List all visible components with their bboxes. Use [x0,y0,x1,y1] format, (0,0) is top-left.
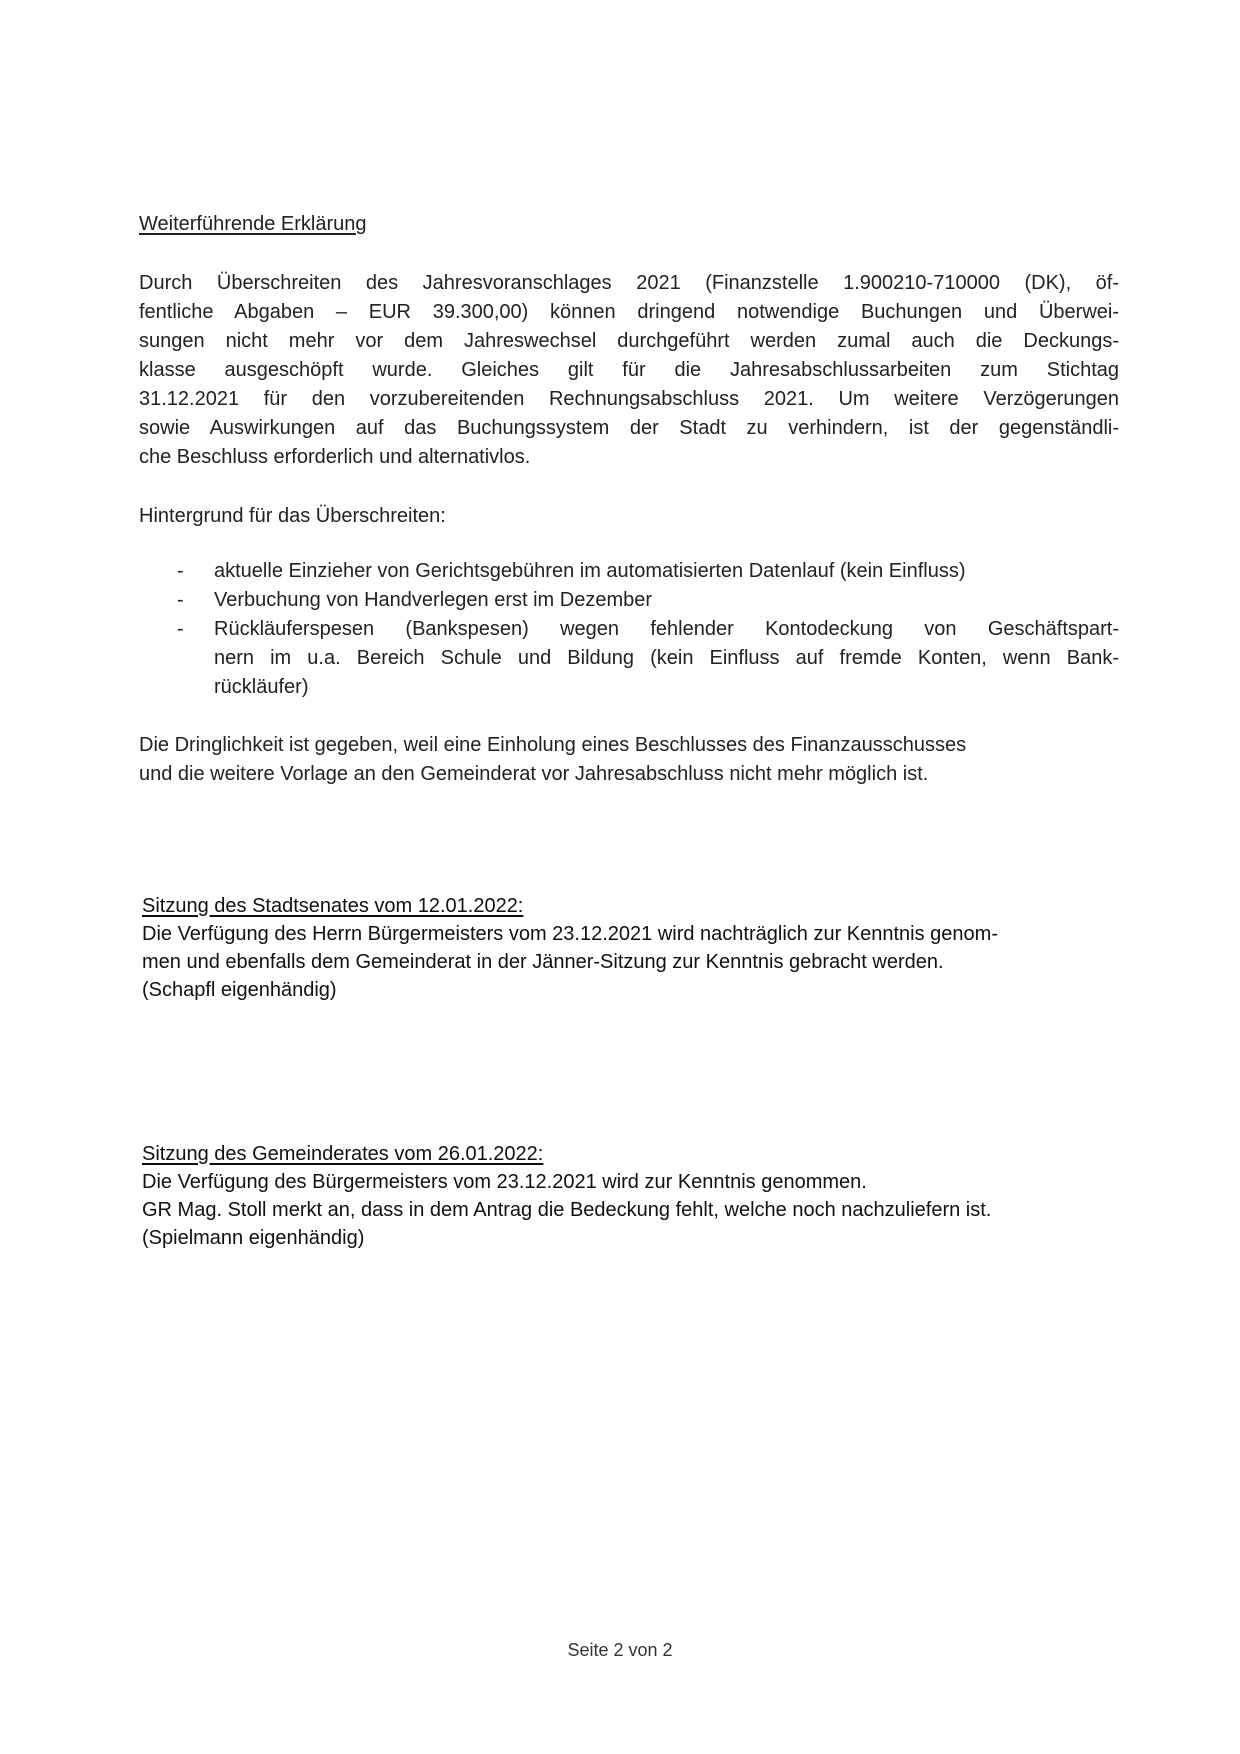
bullet-dash: - [177,560,184,582]
paragraph-line: Die Dringlichkeit ist gegeben, weil eine Einholung eines Beschlusses des Finanzausschusses [139,734,967,756]
session-line: Die Verfügung des Herrn Bürgermeisters vom 23.12.2021 wird nachträglich zur Kenntnis genom- [142,923,998,945]
bullet-text: Verbuchung von Handverlegen erst im Dezember [214,589,653,611]
urgency-paragraph [139,731,1119,789]
paragraph-line: 31.12.2021 für den vorzubereitenden Rechnungsabschluss 2021. Um weitere Verzögerungen [139,388,1119,410]
bullet-dash: - [177,618,184,640]
stadtsenat-heading: Sitzung des Stadtsenates vom 12.01.2022: [142,895,524,917]
paragraph-line: und die weitere Vorlage an den Gemeinderat vor Jahresabschluss nicht mehr möglich ist. [139,763,929,785]
list-item [139,615,1119,702]
paragraph-line: fentliche Abgaben – EUR 39.300,00) können dringend notwendige Buchungen und Überwei- [139,301,1119,323]
bullet-text-line: Rückläuferspesen (Bankspesen) wegen fehlender Kontodeckung von Geschäftspart- [214,618,1119,640]
background-intro: Hintergrund für das Überschreiten: [139,505,446,527]
stadtsenat-session [142,892,1122,1004]
bullet-text-line: rückläufer) [214,676,309,698]
signature-note: (Spielmann eigenhändig) [142,1227,365,1249]
reasons-list [139,557,1119,702]
list-item [139,586,1119,615]
signature-note: (Schapfl eigenhändig) [142,979,337,1001]
paragraph-line: sungen nicht mehr vor dem Jahreswechsel durchgeführt werden zumal auch die Deckungs- [139,330,1119,352]
paragraph-line: Durch Überschreiten des Jahresvoranschlages 2021 (Finanzstelle 1.900210-710000 (DK), öf- [139,272,1119,294]
gemeinderat-heading: Sitzung des Gemeinderates vom 26.01.2022: [142,1143,544,1165]
session-line: Die Verfügung des Bürgermeisters vom 23.12.2021 wird zur Kenntnis genommen. [142,1171,867,1193]
explanation-paragraph [139,269,1119,472]
session-line: men und ebenfalls dem Gemeinderat in der Jänner-Sitzung zur Kenntnis gebracht werden. [142,951,944,973]
page-number: Seite 2 von 2 [567,1640,673,1660]
bullet-dash: - [177,589,184,611]
paragraph-line: klasse ausgeschöpft wurde. Gleiches gilt für die Jahresabschlussarbeiten zum Stichtag [139,359,1119,381]
paragraph-line: sowie Auswirkungen auf das Buchungssystem der Stadt zu verhindern, ist der gegenständli- [139,417,1119,439]
paragraph-line: che Beschluss erforderlich und alternativlos. [139,446,531,468]
list-item [139,557,1119,586]
bullet-text-line: nern im u.a. Bereich Schule und Bildung (kein Einfluss auf fremde Konten, wenn Bank- [214,647,1119,669]
section-heading: Weiterführende Erklärung [139,213,367,235]
session-line: GR Mag. Stoll merkt an, dass in dem Antrag die Bedeckung fehlt, welche noch nachzuliefern ist. [142,1199,992,1221]
gemeinderat-session [142,1140,1122,1252]
bullet-text: aktuelle Einzieher von Gerichtsgebühren im automatisierten Datenlauf (kein Einfluss) [214,560,966,582]
